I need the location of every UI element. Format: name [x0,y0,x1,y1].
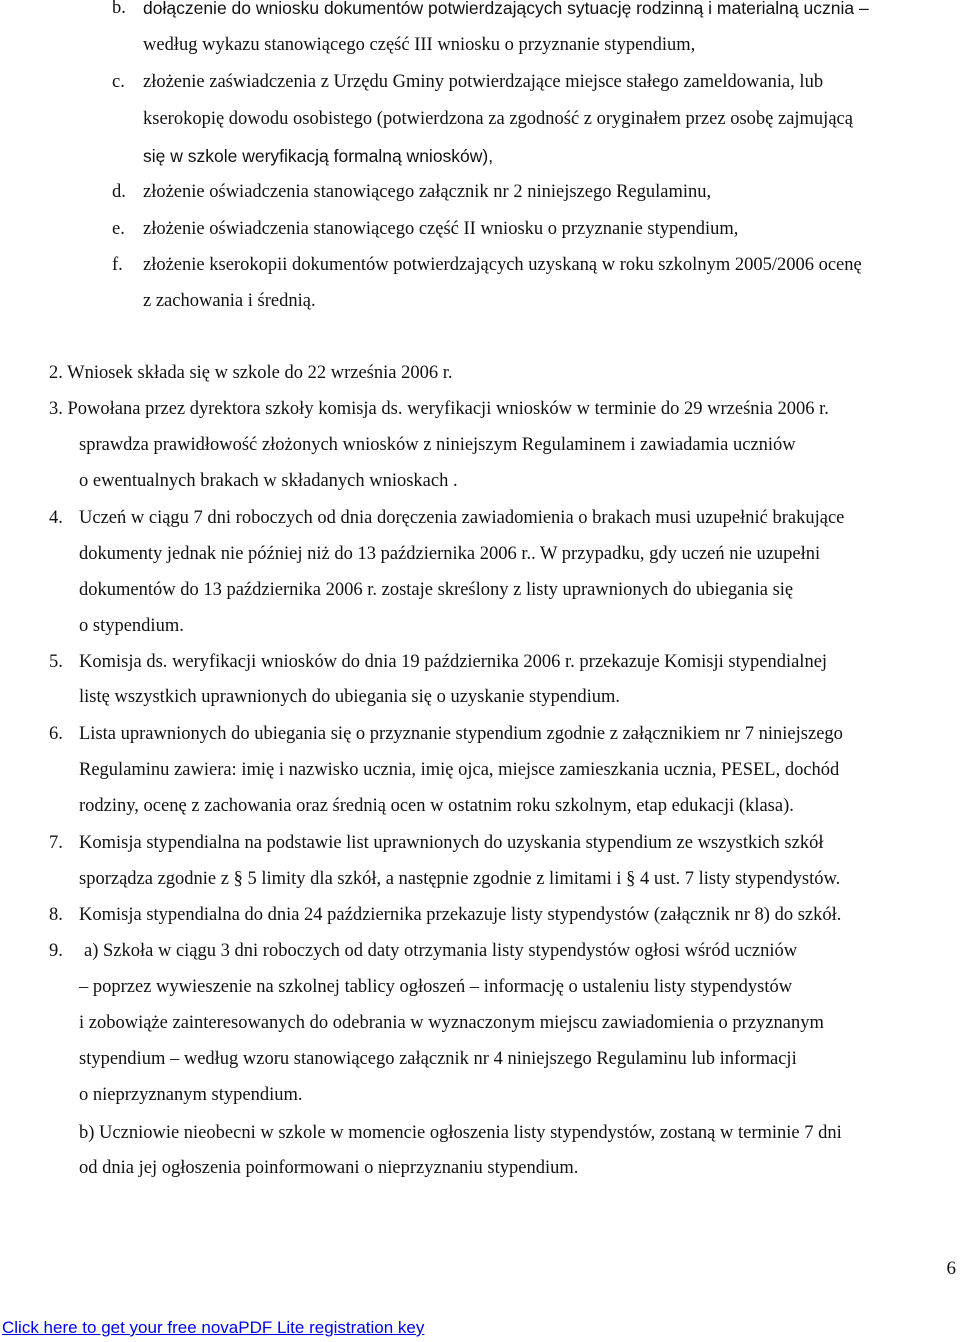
point-6-line-3: rodziny, ocenę z zachowania oraz średnią ocen w ostatnim roku szkolnym, etap edukacji (klasa). [79,796,794,816]
item-d-line-1: złożenie oświadczenia stanowiącego załącznik nr 2 niniejszego Regulaminu, [143,182,712,202]
item-c-line-1: złożenie zaświadczenia z Urzędu Gminy potwierdzające miejsce stałego zameldowania, lub [143,72,824,92]
point-5-marker: 5. [49,652,63,672]
point-9a-line-1: a) Szkoła w ciągu 3 dni roboczych od daty otrzymania listy stypendystów ogłosi wśród uczniów [84,941,798,961]
item-c-line-3: się w szkole weryfikacją formalną wniosków), [143,146,494,166]
item-b-line-1: dołączenie do wniosku dokumentów potwierdzających sytuację rodzinną i materialną ucznia – [143,0,869,18]
point-3-line-2: sprawdza prawidłowość złożonych wniosków z niniejszym Regulaminem i zawiadamia uczniów [79,435,796,455]
novapdf-registration-link[interactable]: Click here to get your free novaPDF Lite registration key [2,1318,425,1337]
page-number: 6 [946,1258,956,1279]
point-4-line-3: dokumentów do 13 października 2006 r. zostaje skreślony z listy uprawnionych do ubiegania się [79,580,794,600]
point-3-line-3: o ewentualnych brakach w składanych wnioskach . [79,471,458,491]
list-marker-b: b. [112,0,126,18]
point-4-line-2: dokumenty jednak nie później niż do 13 października 2006 r.. W przypadku, gdy uczeń nie uzupełni [79,544,821,564]
point-4-line-1: Uczeń w ciągu 7 dni roboczych od dnia doręczenia zawiadomienia o brakach musi uzupełnić brakujące [79,508,845,528]
item-f-line-1: złożenie kserokopii dokumentów potwierdzających uzyskaną w roku szkolnym 2005/2006 ocenę [143,255,862,275]
list-marker-f: f. [112,255,123,275]
point-9a-line-2: – poprzez wywieszenie na szkolnej tablicy ogłoszeń – informację o ustaleniu listy stypendystów [79,977,793,997]
point-2: 2. Wniosek składa się w szkole do 22 września 2006 r. [49,363,453,383]
point-4-marker: 4. [49,508,63,528]
point-8-line-1: Komisja stypendialna do dnia 24 października przekazuje listy stypendystów (załącznik nr 8) do szkół. [79,905,842,925]
point-6-line-1: Lista uprawnionych do ubiegania się o przyznanie stypendium zgodnie z załącznikiem nr 7 niniejszego [79,724,843,744]
point-7-line-2: sporządza zgodnie z § 5 limity dla szkół, a następnie zgodnie z limitami i § 4 ust. 7 listy stypendystów. [79,869,841,889]
point-9-marker: 9. [49,941,63,961]
point-4-line-4: o stypendium. [79,616,184,636]
list-marker-e: e. [112,219,125,239]
point-8-marker: 8. [49,905,63,925]
point-9b-line-2: od dnia jej ogłoszenia poinformowani o nieprzyznaniu stypendium. [79,1158,579,1178]
point-5-line-1: Komisja ds. weryfikacji wniosków do dnia 19 października 2006 r. przekazuje Komisji stypendialnej [79,652,828,672]
list-marker-d: d. [112,182,126,202]
point-6-marker: 6. [49,724,63,744]
item-b-line-2: według wykazu stanowiącego część III wniosku o przyznanie stypendium, [143,35,696,55]
point-9a-line-4: stypendium – według wzoru stanowiącego załącznik nr 4 niniejszego Regulaminu lub informacji [79,1049,797,1069]
point-6-line-2: Regulaminu zawiera: imię i nazwisko ucznia, imię ojca, miejsce zamieszkania ucznia, PESEL, dochód [79,760,840,780]
item-e-line-1: złożenie oświadczenia stanowiącego część II wniosku o przyznanie stypendium, [143,219,739,239]
point-9a-line-5: o nieprzyznanym stypendium. [79,1085,303,1105]
point-5-line-2: listę wszystkich uprawnionych do ubiegania się o uzyskanie stypendium. [79,687,621,707]
item-f-line-2: z zachowania i średnią. [143,291,316,311]
point-9a-line-3: i zobowiąże zainteresowanych do odebrania w wyznaczonym miejscu zawiadomienia o przyznanym [79,1013,824,1033]
point-7-marker: 7. [49,833,63,853]
point-3-line-1: 3. Powołana przez dyrektora szkoły komisja ds. weryfikacji wniosków w terminie do 29 września 2006 r. [49,399,829,419]
list-marker-c: c. [112,72,125,92]
item-c-line-2: kserokopię dowodu osobistego (potwierdzona za zgodność z oryginałem przez osobę zajmującą [143,109,853,129]
point-9b-line-1: b) Uczniowie nieobecni w szkole w momencie ogłoszenia listy stypendystów, zostaną w terminie 7 dni [79,1123,842,1143]
point-7-line-1: Komisja stypendialna na podstawie list uprawnionych do uzyskania stypendium ze wszystkich szkół [79,833,824,853]
